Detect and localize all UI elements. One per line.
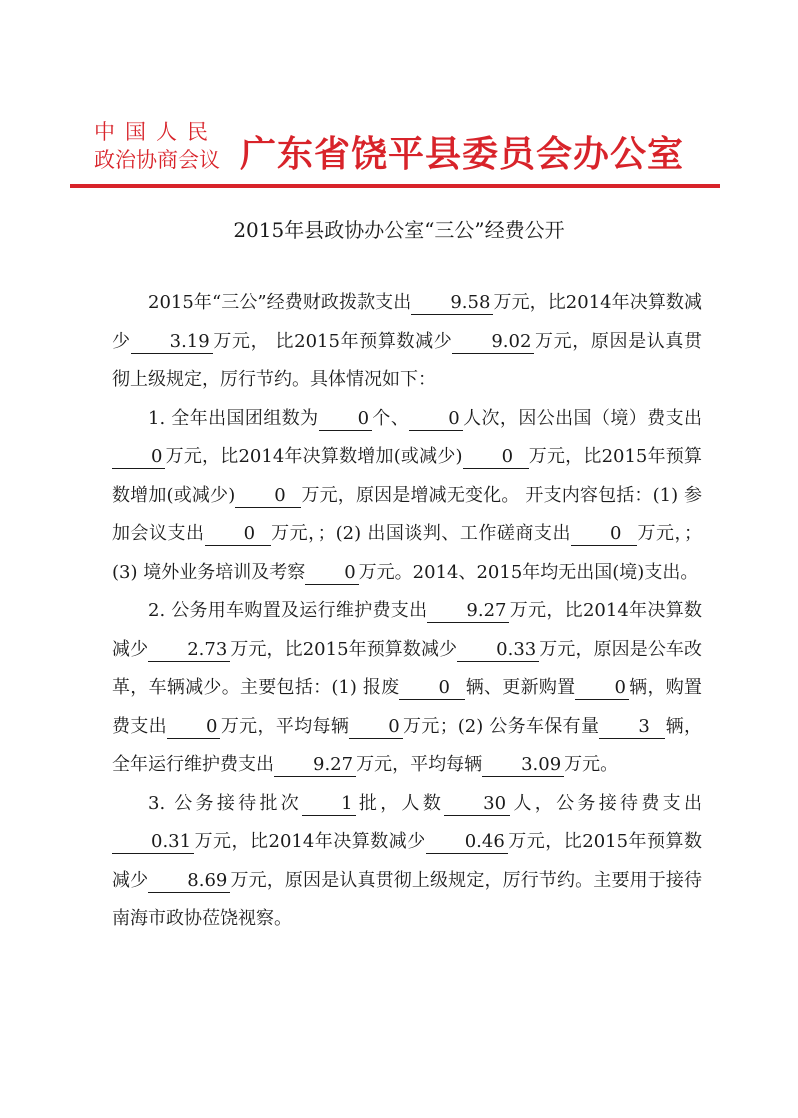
intro-dec2015-value: 9.02: [452, 331, 534, 354]
item2-avg-maintenance-value: 3.09: [482, 754, 564, 777]
intro-dec2014-value: 3.19: [131, 331, 213, 354]
org-line-2: 政治协商会议: [94, 148, 220, 172]
letterhead: [94, 116, 734, 178]
text: 个、: [372, 407, 410, 429]
item2-total-value: 9.27: [427, 600, 509, 623]
text: 万元，比2014年决算数减少: [112, 600, 702, 660]
text: 万元，；(2) 出国谈判、工作磋商支出: [270, 523, 571, 544]
item1-negotiation-value: 0: [571, 523, 637, 546]
text: 万元，；(3) 境外业务培训及考察: [112, 523, 703, 583]
text: 万元，平均每辆: [220, 715, 350, 737]
item1-groups-value: 0: [319, 408, 372, 431]
text: 万元，原因是认真贯彻上级规定，厉行节约。主要用于接待南海市政协莅饶视察。: [112, 869, 702, 929]
text: 万元，平均每辆: [356, 754, 483, 775]
intro-total-value: 9.58: [411, 292, 493, 315]
item3-total-value: 0.31: [112, 831, 194, 854]
item3-dec2014-value: 0.46: [426, 831, 508, 854]
text: 万元，比2014年决算数减少: [194, 831, 426, 852]
item2-fleet-value: 3: [599, 716, 665, 739]
text: 万元，原因是增减无变化。 开支内容包括：(1) 参加会议支出: [112, 484, 702, 544]
item1-people-value: 0: [409, 408, 462, 431]
item1-meeting-value: 0: [205, 523, 271, 546]
item3-dec2015-value: 8.69: [148, 870, 230, 893]
text: 万元，比2015年预算数减少: [230, 638, 458, 660]
item1-training-value: 0: [305, 562, 358, 585]
text: 万元，比2014年决算数增加(或减少): [165, 446, 463, 467]
item-2-paragraph: [112, 592, 702, 785]
item2-dec2014-value: 2.73: [148, 639, 230, 662]
org-line-1: 中国人民: [94, 120, 218, 144]
text: 2. 公务用车购置及运行维护费支出: [148, 600, 428, 621]
text: 万元。2014、2015年均无出国(境)支出。: [358, 561, 699, 583]
item2-maintenance-value: 9.27: [274, 754, 356, 777]
text: 1. 全年出国团组数为: [148, 407, 319, 429]
item1-spend-value: 0: [112, 446, 165, 469]
text: 人次，因公出国（境）费支出: [462, 407, 702, 429]
text: 万元，原因是认真贯彻上级规定，厉行节约。具体情况如下：: [112, 330, 703, 390]
text: 万元， 比2015年预算数减少: [212, 330, 453, 352]
item1-change2015-value: 0: [235, 485, 301, 508]
letterhead-divider: [70, 184, 720, 188]
item2-purchase-cost-value: 0: [167, 716, 220, 739]
text: 万元，比2014年决算数减少: [112, 292, 703, 352]
document-title: 2015年县政协办公室“三公”经费公开: [233, 218, 565, 242]
item2-purchased-value: 0: [575, 677, 628, 700]
item2-scrapped-value: 0: [399, 677, 465, 700]
item-1-paragraph: [112, 400, 702, 593]
document-body: [112, 284, 702, 939]
text: 万元，原因是公车改革，车辆减少。主要包括：(1) 报废: [112, 638, 703, 698]
text: 辆，购置费支出: [112, 677, 703, 737]
text: 万元，比2015年预算数增加(或减少): [112, 446, 702, 506]
text: 辆、更新购置: [465, 677, 576, 698]
item-3-paragraph: [112, 785, 702, 939]
text: 万元。: [564, 754, 619, 775]
item2-dec2015-value: 0.33: [457, 639, 539, 662]
item3-batches-value: 1: [302, 793, 355, 816]
text: 批，人数: [355, 792, 445, 814]
org-name: 广东省饶平县委员会办公室: [240, 133, 685, 175]
intro-paragraph: [112, 284, 702, 400]
item2-avg-purchase-value: 0: [349, 716, 402, 739]
item1-change2014-value: 0: [463, 446, 529, 469]
item3-people-value: 30: [444, 793, 510, 816]
text: 2015年“三公”经费财政拨款支出: [148, 292, 412, 313]
text: 万元；(2) 公务车保有量: [402, 715, 600, 737]
text: 万元，比2015年预算数减少: [112, 831, 702, 891]
text: 辆，全年运行维护费支出: [112, 715, 703, 775]
text: 3. 公务接待批次: [148, 792, 303, 814]
text: 人，公务接待费支出: [510, 792, 703, 814]
